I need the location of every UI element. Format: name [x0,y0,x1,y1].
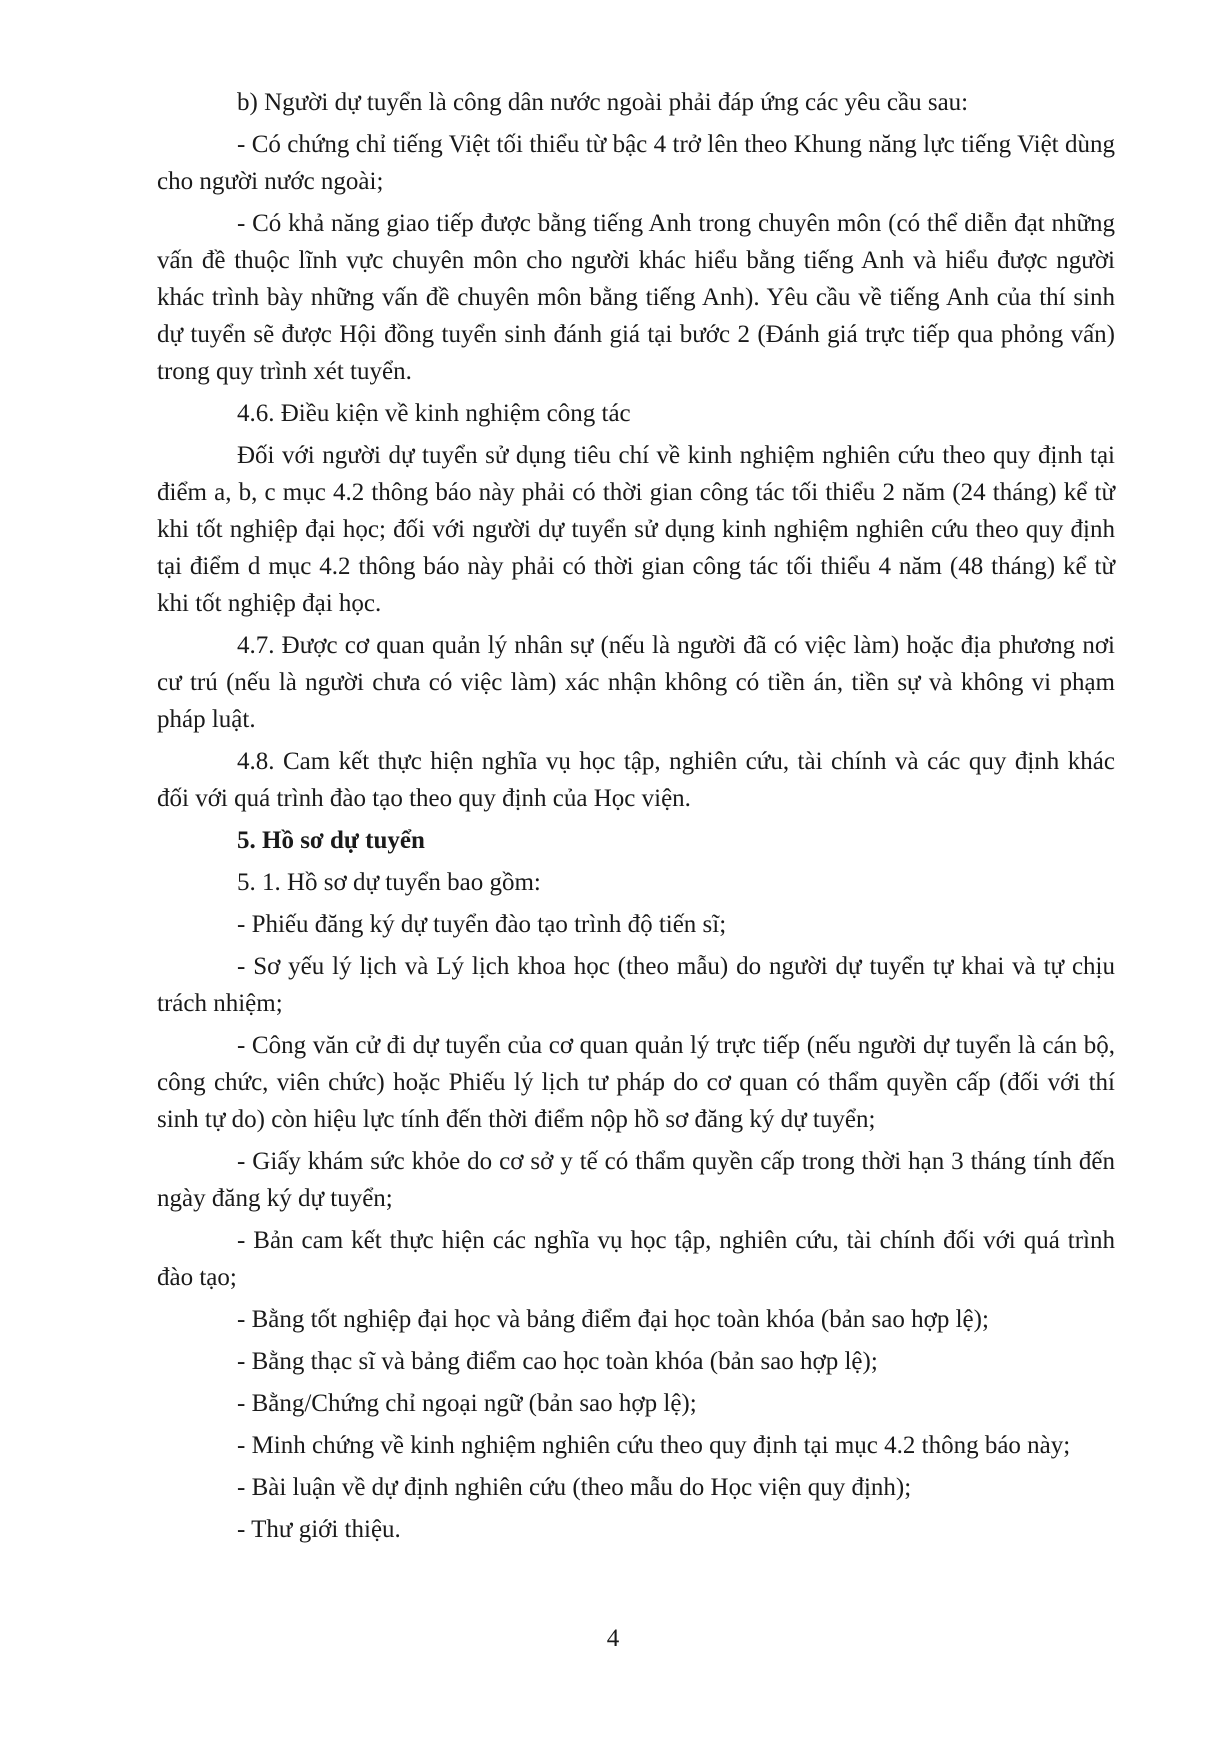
page-number: 4 [606,1625,620,1652]
list-item-recommendation-letter: - Thư giới thiệu. [237,1516,401,1543]
page-body [157,84,1115,1553]
list-item-resume: - Sơ yếu lý lịch và Lý lịch khoa học (theo mẫu) do người dự tuyển tự khai và tự chịu trách nhiệm; [157,953,1115,1017]
list-item-official-letter: - Công văn cử đi dự tuyển của cơ quan quản lý trực tiếp (nếu người dự tuyển là cán bộ, công chức, viên chức) hoặc Phiếu lý lịch tư pháp do cơ quan có thẩm quyền cấp (đối với thí sinh tự do) còn hiệu lực tính đến thời điểm nộp hồ sơ đăng ký dự tuyển; [157,1032,1115,1133]
paragraph-work-experience: Đối với người dự tuyển sử dụng tiêu chí về kinh nghiệm nghiên cứu theo quy định tại điểm a, b, c mục 4.2 thông báo này phải có thời gian công tác tối thiểu 2 năm (24 tháng) kể từ khi tốt nghiệp đại học; đối với người dự tuyển sử dụng kinh nghiệm nghiên cứu theo quy định tại điểm d mục 4.2 thông báo này phải có thời gian công tác tối thiểu 4 năm (48 tháng) kể từ khi tốt nghiệp đại học. [157,442,1115,617]
list-item-research-evidence: - Minh chứng về kinh nghiệm nghiên cứu theo quy định tại mục 4.2 thông báo này; [237,1432,1071,1459]
paragraph-vietnamese-certificate: - Có chứng chỉ tiếng Việt tối thiểu từ bậc 4 trở lên theo Khung năng lực tiếng Việt dùng cho người nước ngoài; [157,131,1115,195]
list-item-commitment: - Bản cam kết thực hiện các nghĩa vụ học tập, nghiên cứu, tài chính đối với quá trình đào tạo; [157,1227,1115,1291]
section-heading-4-6: 4.6. Điều kiện về kinh nghiệm công tác [237,400,631,427]
list-item-language-certificate: - Bằng/Chứng chỉ ngoại ngữ (bản sao hợp lệ); [237,1390,697,1417]
list-item-bachelor-degree: - Bằng tốt nghiệp đại học và bảng điểm đại học toàn khóa (bản sao hợp lệ); [237,1306,989,1333]
list-item-master-degree: - Bằng thạc sĩ và bảng điểm cao học toàn khóa (bản sao hợp lệ); [237,1348,878,1375]
subheading-5-1: 5. 1. Hồ sơ dự tuyển bao gồm: [237,869,541,896]
paragraph-4-7: 4.7. Được cơ quan quản lý nhân sự (nếu là người đã có việc làm) hoặc địa phương nơi cư trú (nếu là người chưa có việc làm) xác nhận không có tiền án, tiền sự và không vi phạm pháp luật. [157,632,1115,733]
paragraph-foreign-applicant: b) Người dự tuyển là công dân nước ngoài phải đáp ứng các yêu cầu sau: [237,89,969,116]
paragraph-4-8: 4.8. Cam kết thực hiện nghĩa vụ học tập, nghiên cứu, tài chính và các quy định khác đối với quá trình đào tạo theo quy định của Học viện. [157,748,1115,812]
list-item-health-certificate: - Giấy khám sức khỏe do cơ sở y tế có thẩm quyền cấp trong thời hạn 3 tháng tính đến ngày đăng ký dự tuyển; [157,1148,1115,1212]
paragraph-english-ability: - Có khả năng giao tiếp được bằng tiếng Anh trong chuyên môn (có thể diễn đạt những vấn đề thuộc lĩnh vực chuyên môn cho người khác hiểu bằng tiếng Anh và hiểu được người khác trình bày những vấn đề chuyên môn bằng tiếng Anh). Yêu cầu về tiếng Anh của thí sinh dự tuyển sẽ được Hội đồng tuyển sinh đánh giá tại bước 2 (Đánh giá trực tiếp qua phỏng vấn) trong quy trình xét tuyển. [157,210,1115,385]
list-item-registration-form: - Phiếu đăng ký dự tuyển đào tạo trình độ tiến sĩ; [237,911,727,938]
section-heading-5: 5. Hồ sơ dự tuyển [237,827,425,854]
list-item-research-essay: - Bài luận về dự định nghiên cứu (theo mẫu do Học viện quy định); [237,1474,912,1501]
